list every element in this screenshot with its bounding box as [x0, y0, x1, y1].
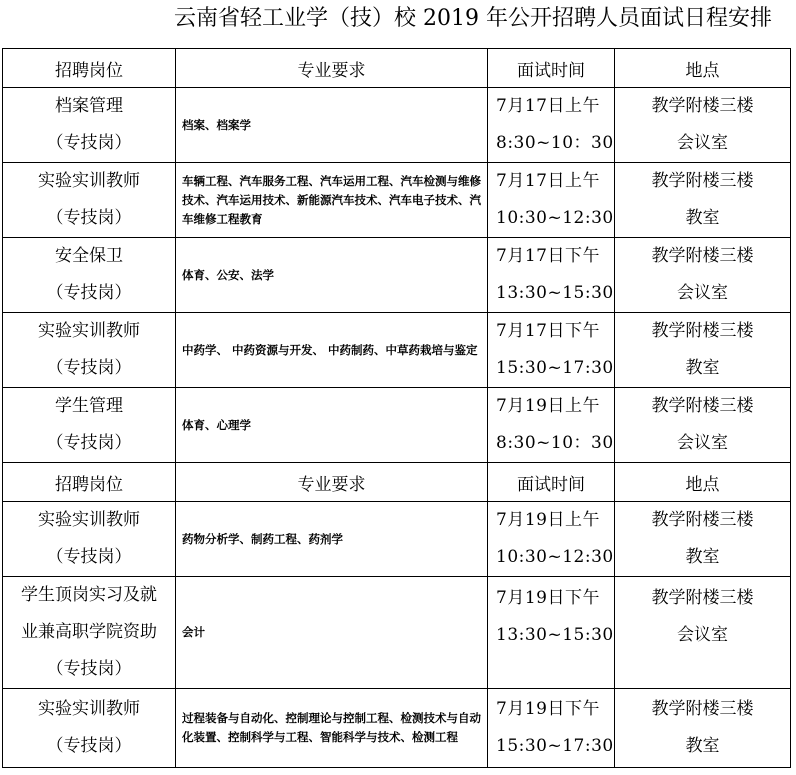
time-cell	[488, 88, 615, 163]
post-type: （专技岗）	[46, 547, 132, 567]
post-name: 档案管理	[55, 96, 123, 116]
post-cell	[3, 238, 176, 313]
post-name: 实验实训教师	[38, 321, 140, 341]
place-building: 教学附楼三楼	[651, 96, 754, 116]
time-cell	[488, 163, 615, 238]
major-cell: 过程装备与自动化、控制理论与控制工程、检测技术与自动化装置、控制科学与工程、智能科学与技术、检测工程	[176, 689, 488, 768]
page-title: 云南省轻工业学（技）校 2019 年公开招聘人员面试日程安排	[174, 6, 772, 31]
time-cell	[488, 388, 615, 463]
time-range: 13:30~15:30	[496, 283, 614, 303]
place-building: 教学附楼三楼	[651, 588, 754, 608]
post-cell	[3, 689, 176, 768]
place-cell	[615, 163, 791, 238]
place-building: 教学附楼三楼	[651, 396, 754, 416]
time-date: 7月17日上午	[496, 171, 600, 191]
header-place: 地点	[615, 49, 791, 88]
time-range: 15:30~17:30	[496, 736, 614, 756]
time-date: 7月19日下午	[496, 699, 600, 719]
time-cell	[488, 238, 615, 313]
post-cell	[3, 163, 176, 238]
post-name: 安全保卫	[55, 246, 123, 266]
header-time: 面试时间	[488, 49, 615, 88]
post-type: （专技岗）	[46, 358, 132, 378]
time-cell	[488, 689, 615, 768]
post-cell	[3, 88, 176, 163]
table-header-row	[3, 463, 791, 502]
post-type: （专技岗）	[46, 659, 132, 679]
time-date: 7月17日下午	[496, 246, 600, 266]
post-cell	[3, 577, 176, 689]
time-date: 7月17日上午	[496, 96, 600, 116]
header-time: 面试时间	[488, 463, 615, 502]
place-room: 教室	[685, 358, 720, 378]
post-cell	[3, 313, 176, 388]
major-cell: 会计	[176, 577, 488, 689]
time-date: 7月17日下午	[496, 321, 600, 341]
place-cell	[615, 238, 791, 313]
time-range: 8:30~10：30	[496, 433, 614, 453]
time-date: 7月19日下午	[496, 588, 600, 608]
post-name-cont: 业兼高职学院资助	[21, 622, 157, 642]
time-date: 7月19日上午	[496, 510, 600, 530]
time-date: 7月19日上午	[496, 396, 600, 416]
place-room: 教室	[685, 547, 720, 567]
table-row	[3, 238, 791, 313]
place-building: 教学附楼三楼	[651, 321, 754, 341]
table-row	[3, 577, 791, 689]
post-name: 实验实训教师	[38, 699, 140, 719]
place-room: 会议室	[677, 433, 728, 453]
major-cell: 车辆工程、汽车服务工程、汽车运用工程、汽车检测与维修技术、汽车运用技术、新能源汽车技术、汽车电子技术、汽车维修工程教育	[176, 163, 488, 238]
schedule-table	[2, 48, 791, 768]
place-cell	[615, 689, 791, 768]
time-cell	[488, 313, 615, 388]
post-cell	[3, 502, 176, 577]
table-row	[3, 163, 791, 238]
post-cell	[3, 388, 176, 463]
place-building: 教学附楼三楼	[651, 171, 754, 191]
table-row	[3, 689, 791, 768]
time-range: 10:30~12:30	[496, 208, 614, 228]
major-cell: 档案、档案学	[176, 88, 488, 163]
header-place: 地点	[615, 463, 791, 502]
place-building: 教学附楼三楼	[651, 246, 754, 266]
place-room: 会议室	[677, 625, 728, 645]
header-major: 专业要求	[176, 49, 488, 88]
post-type: （专技岗）	[46, 283, 132, 303]
time-range: 15:30~17:30	[496, 358, 614, 378]
major-cell: 中药学、 中药资源与开发、 中药制药、中草药栽培与鉴定	[176, 313, 488, 388]
place-cell	[615, 88, 791, 163]
time-range: 8:30~10：30	[496, 133, 614, 153]
place-room: 教室	[685, 208, 720, 228]
table-row	[3, 502, 791, 577]
time-range: 10:30~12:30	[496, 547, 614, 567]
table-row	[3, 388, 791, 463]
header-major: 专业要求	[176, 463, 488, 502]
place-room: 会议室	[677, 133, 728, 153]
post-type: （专技岗）	[46, 433, 132, 453]
time-cell	[488, 502, 615, 577]
post-type: （专技岗）	[46, 736, 132, 756]
place-cell	[615, 577, 791, 689]
place-building: 教学附楼三楼	[651, 699, 754, 719]
time-cell	[488, 577, 615, 689]
place-cell	[615, 313, 791, 388]
table-row	[3, 88, 791, 163]
post-name: 学生管理	[55, 396, 123, 416]
place-room: 会议室	[677, 283, 728, 303]
header-post: 招聘岗位	[3, 463, 176, 502]
major-cell: 药物分析学、制药工程、药剂学	[176, 502, 488, 577]
place-cell	[615, 502, 791, 577]
post-name: 实验实训教师	[38, 510, 140, 530]
major-cell: 体育、心理学	[176, 388, 488, 463]
post-type: （专技岗）	[46, 208, 132, 228]
post-name: 实验实训教师	[38, 171, 140, 191]
time-range: 13:30~15:30	[496, 625, 614, 645]
post-name: 学生顶岗实习及就	[21, 585, 157, 605]
header-post: 招聘岗位	[3, 49, 176, 88]
table-header-row	[3, 49, 791, 88]
place-room: 教室	[685, 736, 720, 756]
post-type: （专技岗）	[46, 133, 132, 153]
place-cell	[615, 388, 791, 463]
table-row	[3, 313, 791, 388]
major-cell: 体育、公安、法学	[176, 238, 488, 313]
place-building: 教学附楼三楼	[651, 510, 754, 530]
